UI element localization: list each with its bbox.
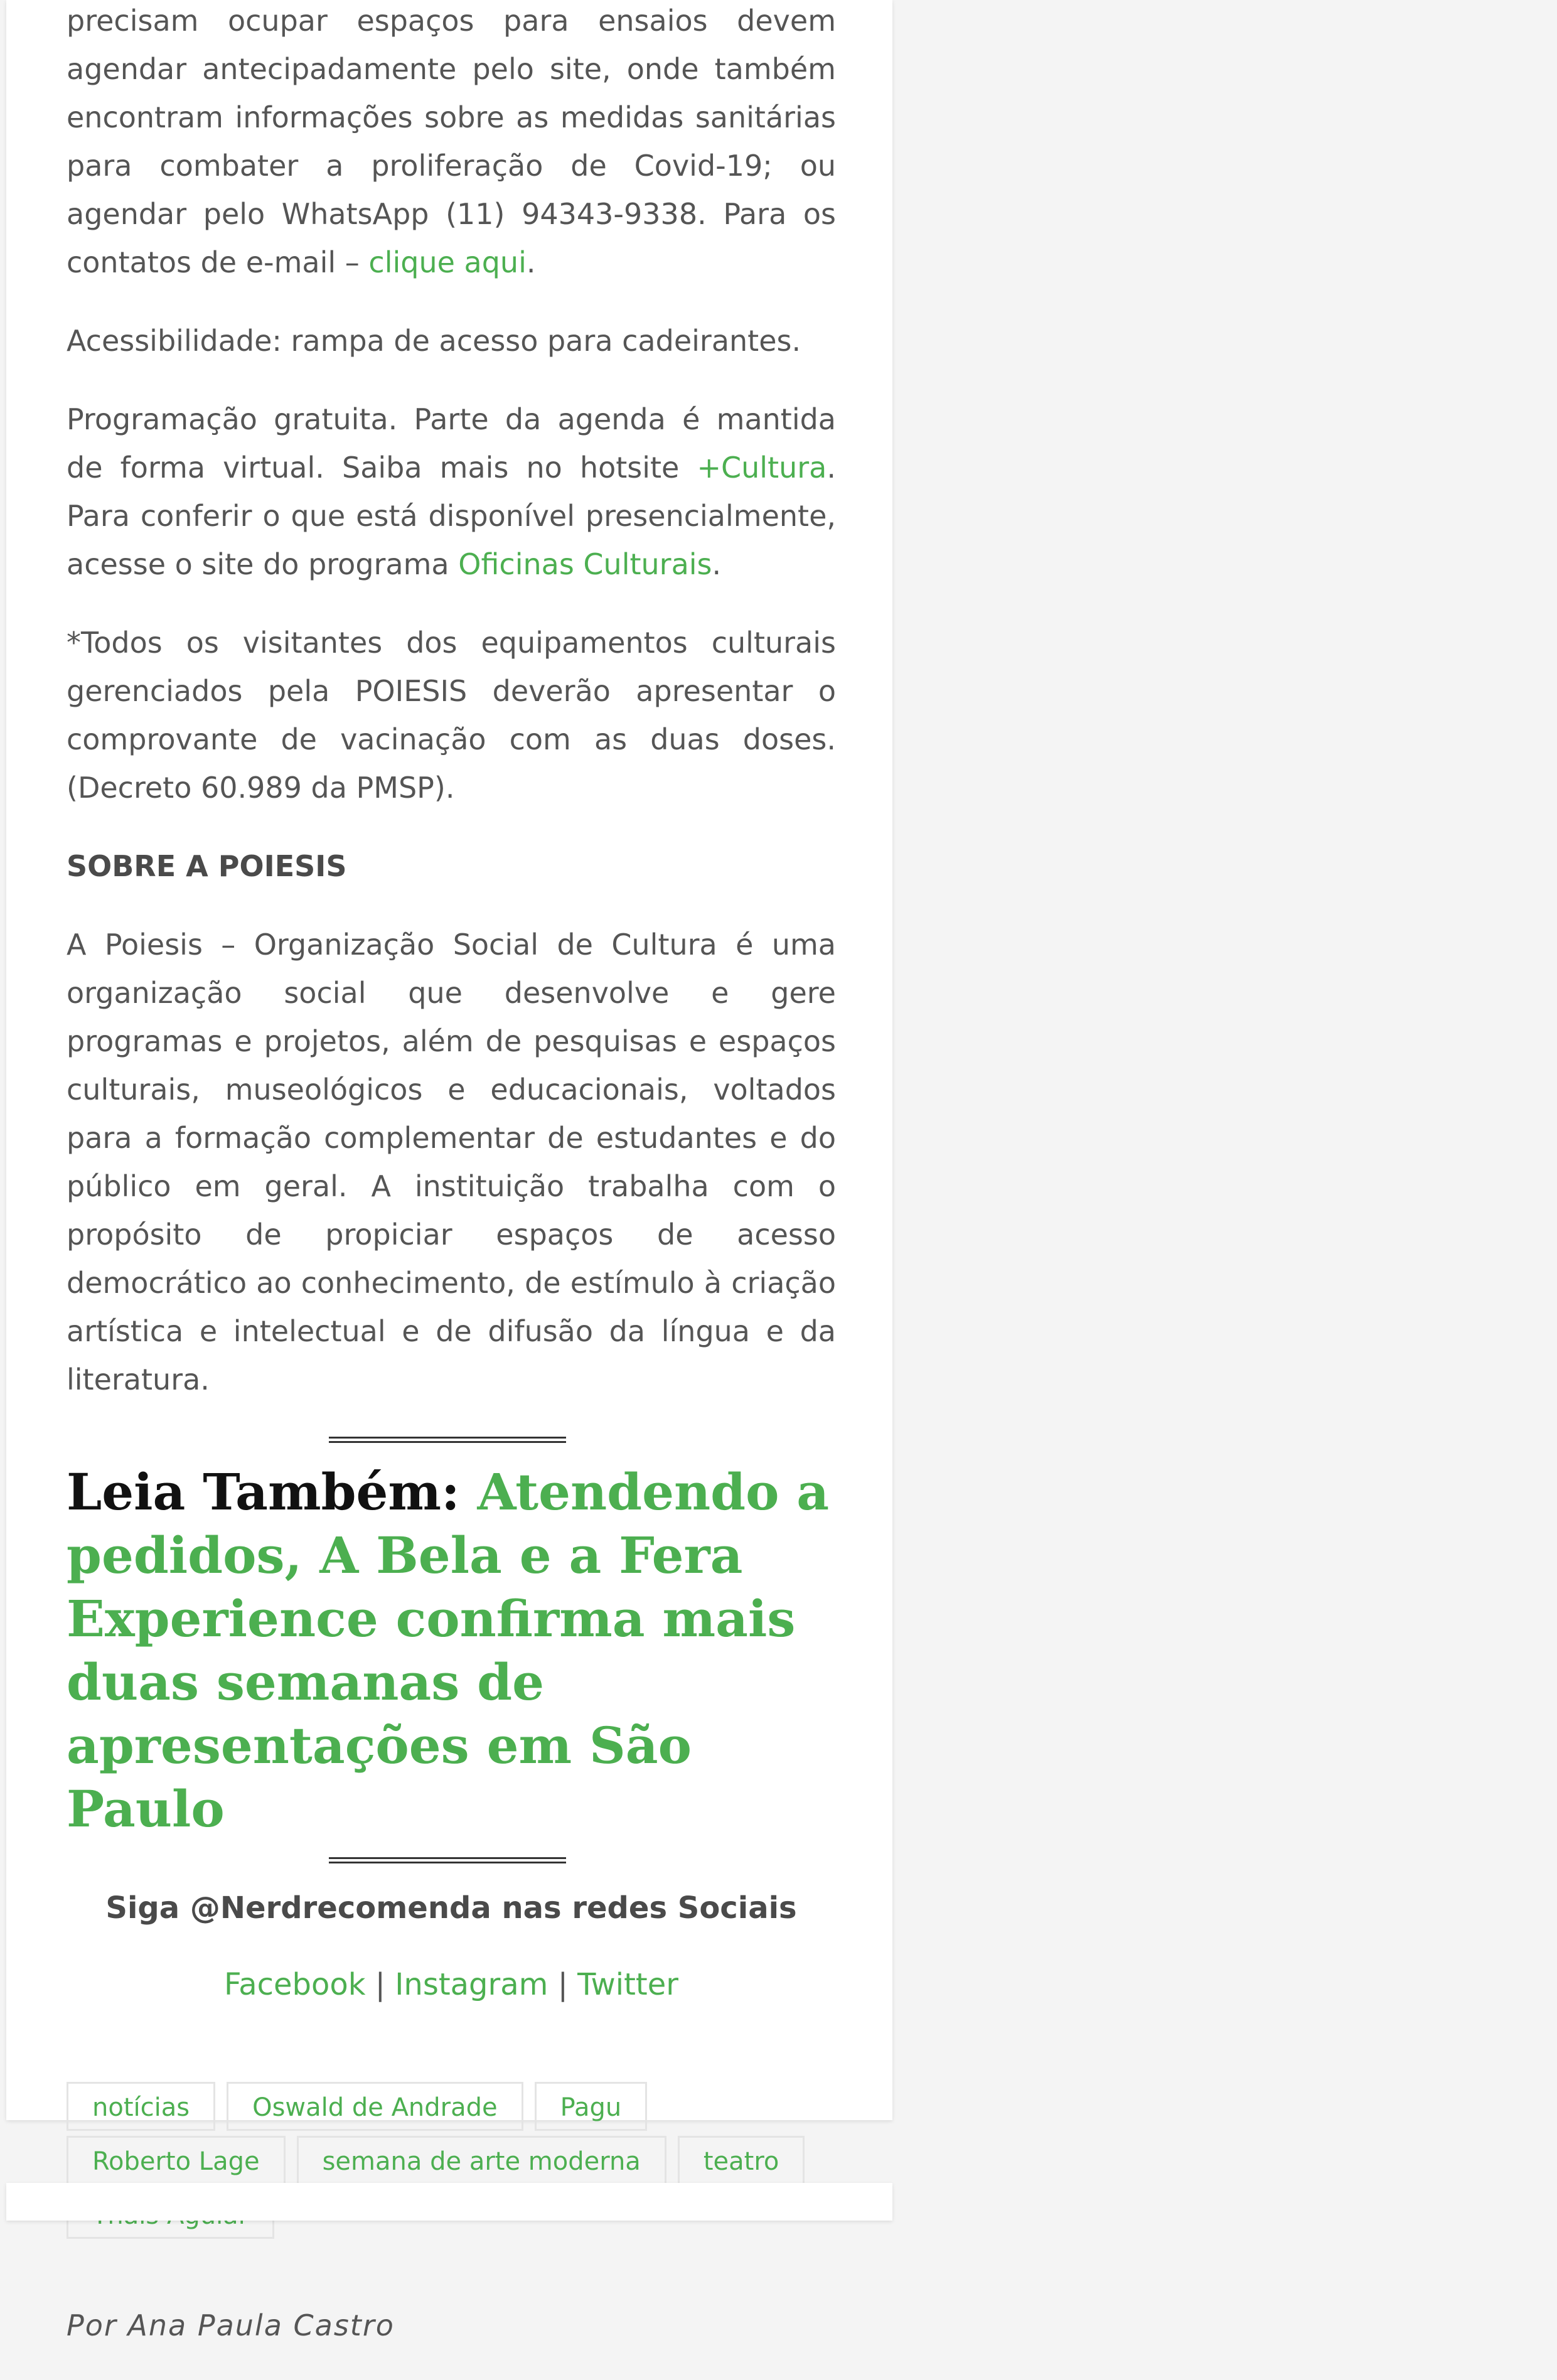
tag-noticias[interactable]: notícias (67, 2082, 215, 2131)
author-byline: Por Ana Paula Castro (67, 2308, 395, 2342)
tag-semana-de-arte-moderna[interactable]: semana de arte moderna (297, 2136, 666, 2185)
next-card (6, 2183, 892, 2221)
related-article-link[interactable]: Atendendo a pedidos, A Bela e a Fera Experience confirma mais duas semanas de apresentações em São Paulo (67, 1462, 830, 1838)
leia-tambem-title: Leia Também: Atendendo a pedidos, A Bela e a Fera Experience confirma mais duas semanas de apresentações em São Paulo (67, 1462, 830, 1838)
tag-roberto-lage[interactable]: Roberto Lage (67, 2136, 286, 2185)
article-content (67, 0, 836, 2380)
sobre-heading: SOBRE A POIESIS (67, 849, 347, 883)
paragraph-scheduling: precisam ocupar espaços para ensaios devem agendar antecipadamente pelo site, onde também encontram informações sobre as medidas sanitárias para combater a proliferação de Covid-19; ou agendar pelo WhatsApp (11) 94343-9338. Para os contatos de e-mail – clique aqui. (67, 4, 836, 279)
tag-pagu[interactable]: Pagu (535, 2082, 648, 2131)
tag-oswald-de-andrade[interactable]: Oswald de Andrade (227, 2082, 523, 2131)
social-links: Facebook | Instagram | Twitter (224, 1967, 678, 2002)
mais-cultura-link[interactable]: +Cultura (697, 451, 827, 485)
leia-tambem-box (67, 1437, 836, 1863)
facebook-link[interactable]: Facebook (224, 1967, 366, 2002)
divider-bottom (329, 1857, 566, 1863)
article-card (6, 0, 892, 2342)
tag-teatro[interactable]: teatro (678, 2136, 805, 2185)
paragraph-programming: Programação gratuita. Parte da agenda é mantida de forma virtual. Saiba mais no hotsite +Cultura. Para conferir o que está disponível presencialmente, acesse o site do programa Oficinas Culturais. (67, 402, 836, 581)
paragraph-about-poiesis: A Poiesis – Organização Social de Cultura é uma organização social que desenvolve e gere programas e projetos, além de pesquisas e espaços culturais, museológicos e educacionais, voltados para a formação complementar de estudantes e do público em geral. A instituição trabalha com o propósito de propiciar espaços de acesso democrático ao conhecimento, de estímulo à criação artística e intelectual e de difusão da língua e da literatura. (67, 928, 836, 1396)
paragraph-vaccination: *Todos os visitantes dos equipamentos culturais gerenciados pela POIESIS deverão apresentar o comprovante de vacinação com as duas doses. (Decreto 60.989 da PMSP). (67, 626, 836, 805)
divider-top (329, 1437, 566, 1443)
email-contacts-link[interactable]: clique aqui (368, 245, 527, 279)
instagram-link[interactable]: Instagram (395, 1967, 548, 2002)
paragraph-accessibility: Acessibilidade: rampa de acesso para cadeirantes. (67, 324, 801, 358)
follow-heading: Siga @Nerdrecomenda nas redes Sociais (105, 1890, 797, 1926)
twitter-link[interactable]: Twitter (577, 1967, 678, 2002)
oficinas-culturais-link[interactable]: Oficinas Culturais (458, 547, 712, 581)
